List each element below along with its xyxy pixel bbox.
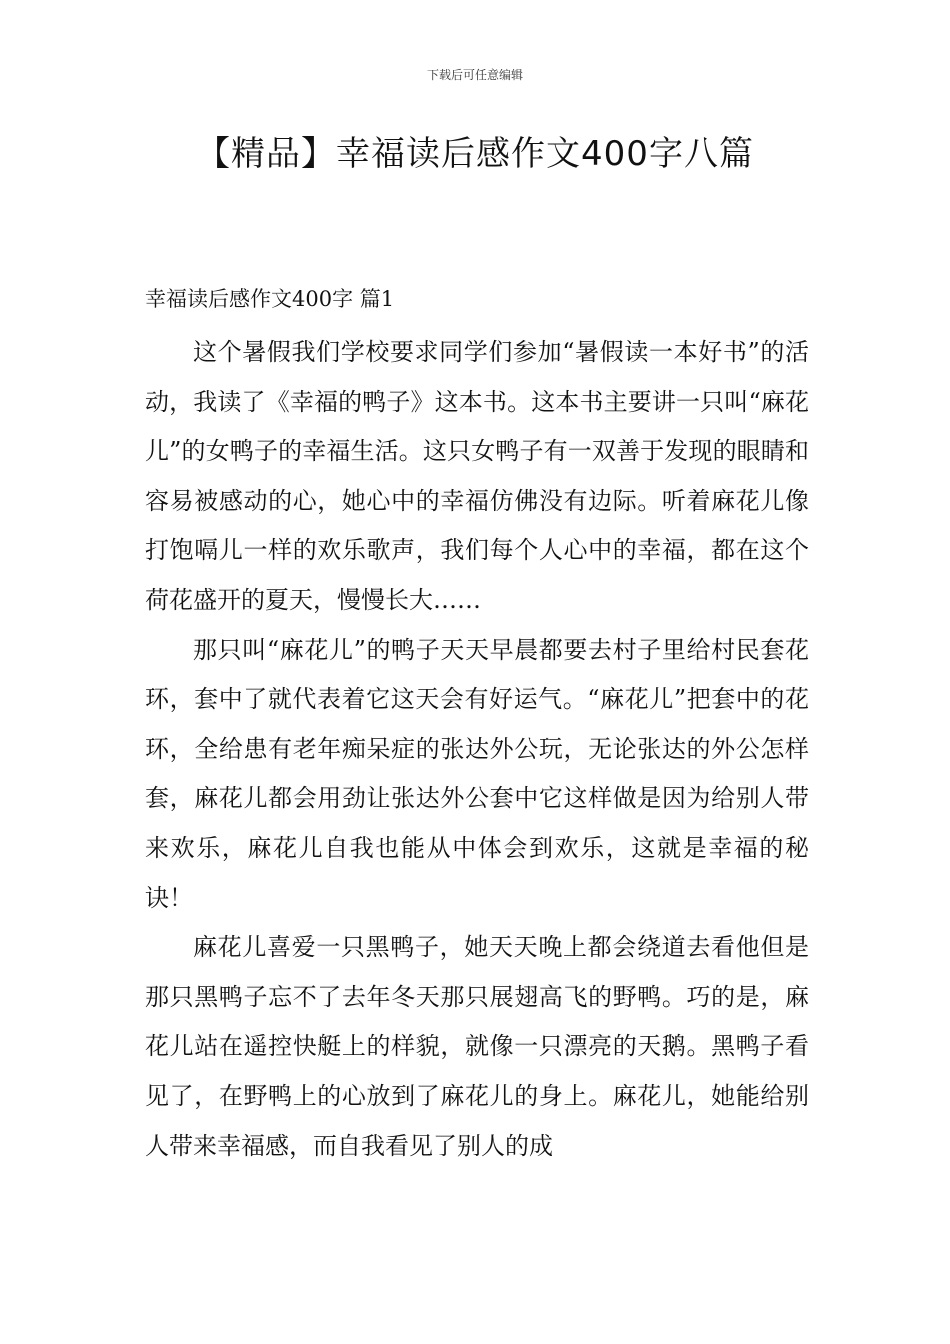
article-body bbox=[145, 328, 809, 1171]
document-title: 【精品】幸福读后感作文400字八篇 bbox=[196, 134, 754, 174]
paragraph: 那只叫“麻花儿”的鸭子天天早晨都要去村子里给村民套花环，套中了就代表着它这天会有好运气。“麻花儿”把套中的花环，全给患有老年痴呆症的张达外公玩，无论张达的外公怎样套，麻花儿都会用劲让张达外公套中它这样做是因为给别人带来欢乐，麻花儿自我也能从中体会到欢乐，这就是幸福的秘诀！ bbox=[145, 635, 809, 912]
section-heading: 幸福读后感作文400字 篇1 bbox=[145, 287, 395, 311]
header-note: 下载后可任意编辑 bbox=[426, 68, 523, 82]
paragraph: 麻花儿喜爱一只黑鸭子，她天天晚上都会绕道去看他但是那只黑鸭子忘不了去年冬天那只展翅高飞的野鸭。巧的是，麻花儿站在遥控快艇上的样貌，就像一只漂亮的天鹅。黑鸭子看见了，在野鸭上的心放到了麻花儿的身上。麻花儿，她能给别人带来幸福感，而自我看见了别人的成 bbox=[145, 933, 809, 1160]
paragraph: 这个暑假我们学校要求同学们参加“暑假读一本好书”的活动，我读了《幸福的鸭子》这本书。这本书主要讲一只叫“麻花儿”的女鸭子的幸福生活。这只女鸭子有一双善于发现的眼睛和容易被感动的心，她心中的幸福仿佛没有边际。听着麻花儿像打饱嗝儿一样的欢乐歌声，我们每个人心中的幸福，都在这个荷花盛开的夏天，慢慢长大…… bbox=[145, 338, 809, 614]
